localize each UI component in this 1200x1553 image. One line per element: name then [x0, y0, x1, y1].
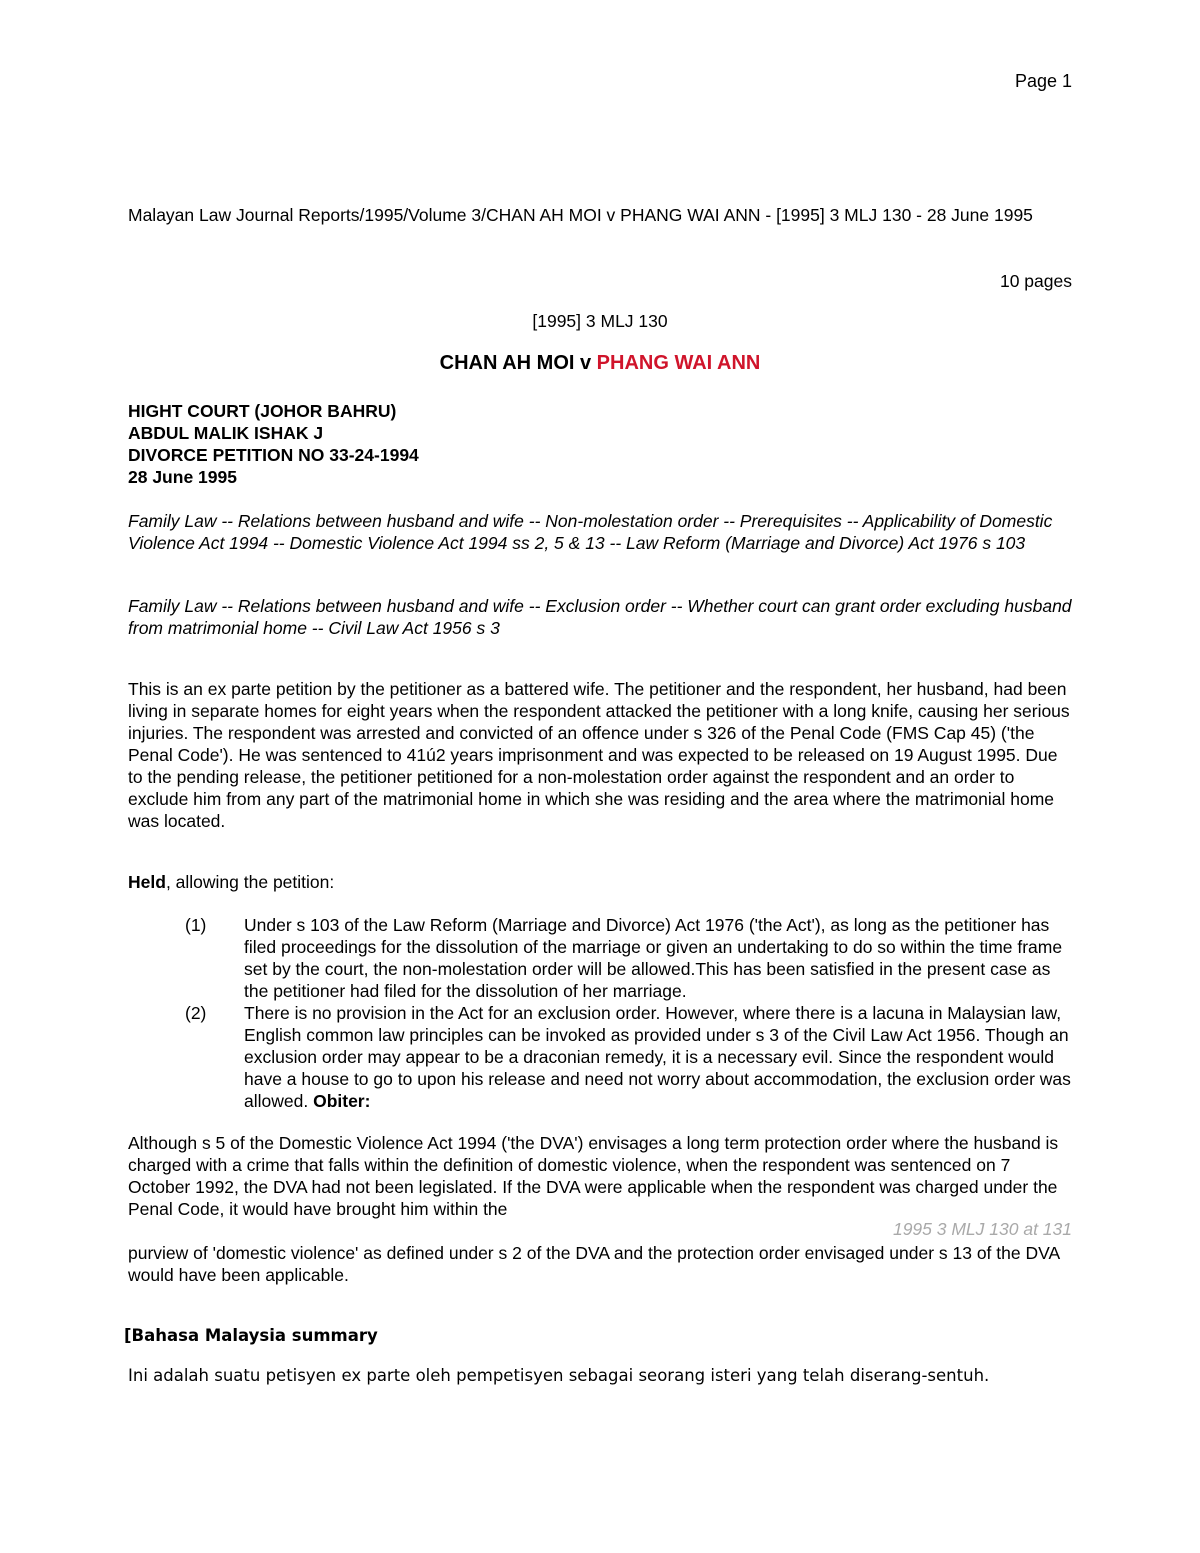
case-number: DIVORCE PETITION NO 33-24-1994 [128, 445, 419, 465]
held-label: Held [128, 872, 166, 892]
holding-text-body: There is no provision in the Act for an exclusion order. However, where there is a lacuna in Malaysian law, English common law principles can be invoked as provided under s 3 of the Civil Law Act 1956. Though an exclusion order may appear to be a draconian remedy, it is a necessary evil. Since the respondent would have a house to go to upon his release and need not worry about accommodation, the exclusion order was allowed. [244, 1003, 1071, 1111]
holding-text: Under s 103 of the Law Reform (Marriage and Divorce) Act 1976 ('the Act'), as long as the petitioner has filed proceedings for the dissolution of the marriage or given an undertaking to do so within the time frame set by the court, the non-molestation order will be allowed.This has been satisfied in the present case as the petitioner had filed for the dissolution of her marriage. [244, 915, 1063, 1001]
court-name: HIGHT COURT (JOHOR BAHRU) [128, 401, 397, 421]
held-rest: , allowing the petition: [165, 872, 335, 892]
holding-number: (1) [185, 915, 207, 935]
holding-item [185, 914, 1073, 1002]
holding-text [244, 1002, 1073, 1112]
case-title-petitioner: CHAN AH MOI v [439, 352, 597, 374]
case-title [0, 350, 1200, 376]
bahasa-summary-heading: [Bahasa Malaysia summary [124, 1326, 378, 1345]
holding-number: (2) [185, 1003, 207, 1023]
held-heading [128, 871, 1073, 893]
obiter-paragraph: Although s 5 of the Domestic Violence Act 1994 ('the DVA') envisages a long term protection order where the husband is charged with a crime that falls within the definition of domestic violence, when the respondent was sentenced on 7 October 1992, the DVA had not been legislated. If the DVA were applicable when the respondent was charged under the Penal Code, it would have brought him within the [128, 1133, 1059, 1219]
catchwords-1: Family Law -- Relations between husband and wife -- Non-molestation order -- Prerequisites -- Applicability of Domestic Violence Act 1994 -- Domestic Violence Act 1994 ss 2, 5 & 13 -- Law Reform (Marriage and Divorce) Act 1976 s 103 [128, 511, 1053, 553]
case-citation: [1995] 3 MLJ 130 [532, 311, 668, 331]
page-count: 10 pages [999, 271, 1072, 291]
obiter-continuation: purview of 'domestic violence' as defined under s 2 of the DVA and the protection order envisaged under s 13 of the DVA would have been applicable. [128, 1243, 1060, 1285]
page-number: Page 1 [1014, 71, 1072, 91]
court-details [128, 400, 419, 488]
case-summary: This is an ex parte petition by the petitioner as a battered wife. The petitioner and the respondent, her husband, had been living in separate homes for eight years when the respondent attacked the petitioner with a long knife, causing her serious injuries. The respondent was arrested and convicted of an offence under s 326 of the Penal Code (FMS Cap 45) ('the Penal Code'). He was sentenced to 41ú2 years imprisonment and was expected to be released on 19 August 1995. Due to the pending release, the petitioner petitioned for a non-molestation order against the respondent and an order to exclude him from any part of the matrimonial home in which she was residing and the area where the matrimonial home was located. [128, 679, 1070, 831]
report-citation-line: Malayan Law Journal Reports/1995/Volume 3/CHAN AH MOI v PHANG WAI ANN - [1995] 3 MLJ 130 - 28 June 1995 [128, 205, 1033, 225]
obiter-label: Obiter: [313, 1091, 371, 1111]
decision-date: 28 June 1995 [128, 467, 237, 487]
catchwords-2: Family Law -- Relations between husband and wife -- Exclusion order -- Whether court can grant order excluding husband from matrimonial home -- Civil Law Act 1956 s 3 [128, 596, 1072, 638]
judge-name: ABDUL MALIK ISHAK J [128, 423, 324, 443]
pinpoint-citation: 1995 3 MLJ 130 at 131 [892, 1219, 1072, 1239]
bahasa-summary-text: Ini adalah suatu petisyen ex parte oleh pempetisyen sebagai seorang isteri yang telah diserang-sentuh. [128, 1366, 990, 1385]
case-title-respondent: PHANG WAI ANN [596, 352, 761, 374]
holding-item [185, 1002, 1073, 1112]
